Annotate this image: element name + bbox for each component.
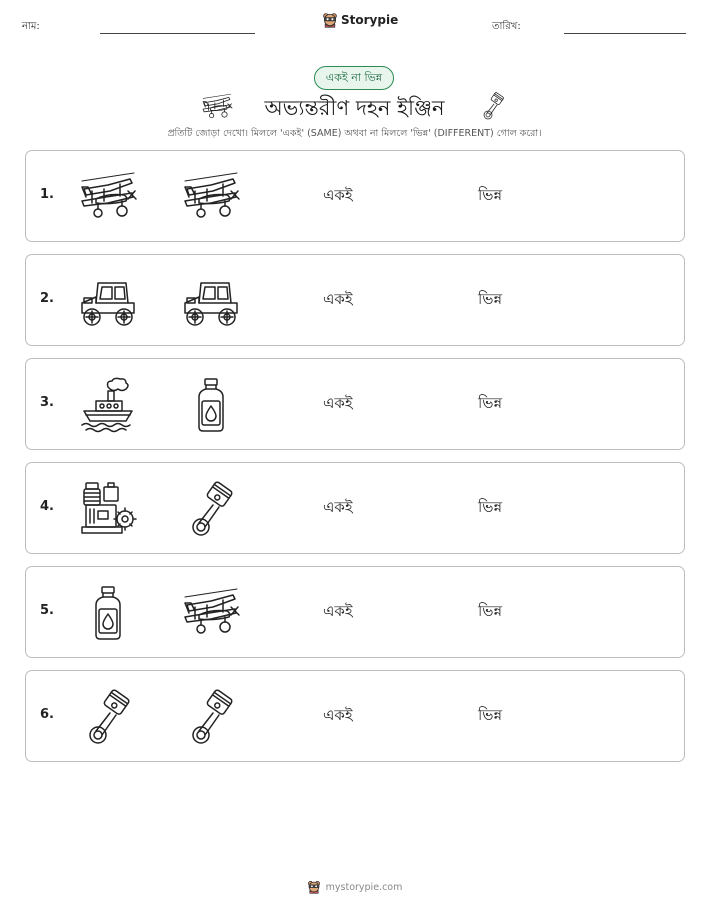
question-list: [25, 150, 685, 774]
question-number: 6.: [40, 707, 54, 722]
brand-name: Storypie: [341, 13, 399, 27]
airplane-icon: [78, 169, 138, 225]
question-row: [25, 358, 685, 450]
different-option[interactable]: ভিন্ন: [478, 498, 503, 516]
question-row: [25, 566, 685, 658]
different-option[interactable]: ভিন্ন: [478, 290, 503, 308]
engine-icon: [78, 481, 138, 537]
different-option[interactable]: ভিন্ন: [478, 602, 503, 620]
name-line[interactable]: [100, 33, 255, 34]
steamboat-icon: [78, 377, 138, 433]
title-row: [0, 90, 709, 124]
brand-logo: [322, 12, 398, 28]
question-row: [25, 462, 685, 554]
date-label: তারিখ:: [492, 21, 521, 32]
name-label: নাম:: [22, 21, 40, 32]
same-option[interactable]: একই: [323, 602, 353, 620]
same-option[interactable]: একই: [323, 394, 353, 412]
car-icon: [181, 273, 241, 329]
question-number: 1.: [40, 187, 54, 202]
piston-icon: [181, 481, 241, 537]
different-option[interactable]: ভিন্ন: [478, 186, 503, 204]
instructions: প্রতিটি জোড়া দেখো। মিললে 'একই' (SAME) অথবা না মিললে 'ভিন্ন' (DIFFERENT) গোল করো।: [167, 128, 542, 139]
same-option[interactable]: একই: [323, 498, 353, 516]
airplane-icon: [181, 169, 241, 225]
airplane-icon: [181, 585, 241, 641]
footer: [0, 880, 709, 894]
question-number: 2.: [40, 291, 54, 306]
question-row: [25, 150, 685, 242]
question-number: 3.: [40, 395, 54, 410]
page-title: অভ্যন্তরীণ দহন ইঞ্জিন: [264, 96, 445, 120]
same-option[interactable]: একই: [323, 706, 353, 724]
mascot-icon: [322, 12, 338, 28]
piston-icon: [478, 90, 508, 122]
different-option[interactable]: ভিন্ন: [478, 394, 503, 412]
piston-icon: [78, 689, 138, 745]
piston-icon: [181, 689, 241, 745]
mascot-icon: [307, 880, 321, 894]
same-option[interactable]: একই: [323, 186, 353, 204]
oil-bottle-icon: [181, 377, 241, 433]
question-number: 5.: [40, 603, 54, 618]
oil-bottle-icon: [78, 585, 138, 641]
same-option[interactable]: একই: [323, 290, 353, 308]
footer-url: mystorypie.com: [325, 881, 403, 893]
date-line[interactable]: [564, 33, 686, 34]
question-row: [25, 254, 685, 346]
worksheet-type-badge: একই না ভিন্ন: [314, 66, 394, 90]
car-icon: [78, 273, 138, 329]
different-option[interactable]: ভিন্ন: [478, 706, 503, 724]
question-row: [25, 670, 685, 762]
question-number: 4.: [40, 499, 54, 514]
